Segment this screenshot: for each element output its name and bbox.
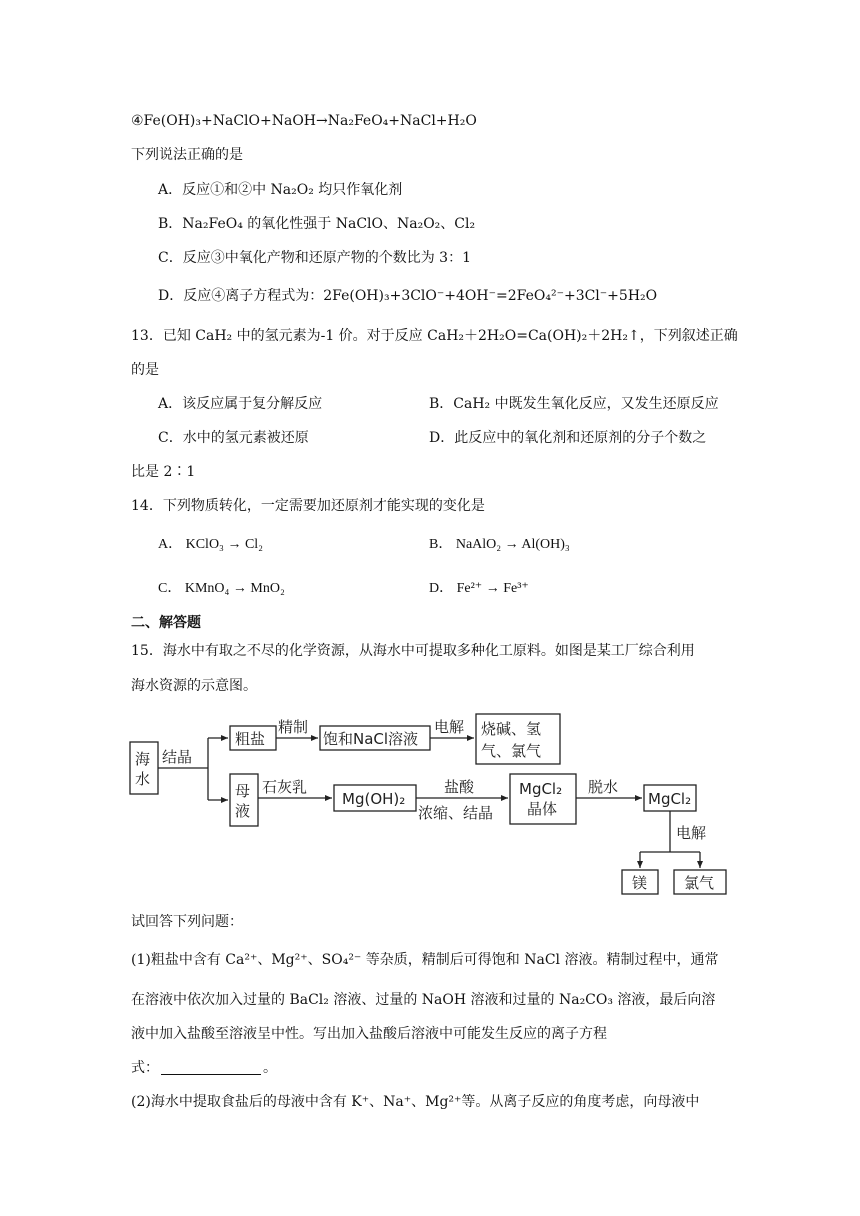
q15-part2-line1: (2)海水中提取食盐后的母液中含有 K⁺、Na⁺、Mg²⁺等。从离子反应的角度考虑，向母液中 xyxy=(131,1094,700,1110)
q12-option-d: D．反应④离子方程式为：2Fe(OH)₃+3ClO⁻+4OH⁻=2FeO₄²⁻+3Cl⁻+5H₂O xyxy=(158,288,658,304)
label-electrolysis-2: 电解 xyxy=(676,824,707,842)
label-mother-liquor-1: 母 xyxy=(235,782,251,800)
label-refine: 精制 xyxy=(278,718,309,736)
q15-part1-line4 xyxy=(131,1058,277,1078)
q12-option-a: A．反应①和②中 Na₂O₂ 均只作氧化剂 xyxy=(158,182,403,198)
label-mgcl2: MgCl₂ xyxy=(648,790,692,808)
label-hcl: 盐酸 xyxy=(444,778,475,796)
label-lime-milk: 石灰乳 xyxy=(262,778,308,796)
label-mgcl2-crystal-1: MgCl₂ xyxy=(519,780,563,798)
q13-option-b: B．CaH₂ 中既发生氧化反应，又发生还原反应 xyxy=(429,396,719,412)
q13-option-c: C．水中的氢元素被还原 xyxy=(158,430,309,446)
q14-stem: 14．下列物质转化，一定需要加还原剂才能实现的变化是 xyxy=(131,498,485,514)
q15-part1-line2: 在溶液中依次加入过量的 BaCl₂ 溶液、过量的 NaOH 溶液和过量的 Na₂CO₃ 溶液，最后向溶 xyxy=(131,992,716,1008)
seawater-process-diagram xyxy=(128,712,732,898)
label-electrolysis-1: 电解 xyxy=(434,718,465,736)
q15-part1-line3: 液中加入盐酸至溶液呈中性。写出加入盐酸后溶液中可能发生反应的离子方程 xyxy=(131,1026,607,1042)
label-crude-salt: 粗盐 xyxy=(235,730,266,748)
q14-option-c: C． KMnO₄ → MnO₂ xyxy=(158,581,285,596)
label-seawater-1: 海 xyxy=(135,750,151,768)
label-chlorine: 氯气 xyxy=(684,874,715,892)
q14-option-d: D． Fe²⁺ → Fe³⁺ xyxy=(429,581,529,596)
label-mgcl2-crystal-2: 晶体 xyxy=(527,800,558,818)
q12-option-c: C．反应③中氧化产物和还原产物的个数比为 3：1 xyxy=(158,250,471,266)
q13-option-a: A．该反应属于复分解反应 xyxy=(158,396,323,412)
q13-stem-cont: 的是 xyxy=(131,362,159,378)
label-magnesium: 镁 xyxy=(632,874,648,892)
q15-stem-cont: 海水资源的示意图。 xyxy=(131,678,257,694)
label-products-1: 烧碱、氢 xyxy=(481,720,542,738)
reaction-4-line: ④Fe(OH)₃+NaClO+NaOH→Na₂FeO₄+NaCl+H₂O xyxy=(131,113,477,129)
label-concentrate: 浓缩、结晶 xyxy=(418,804,494,822)
q13-option-d: D．此反应中的氧化剂和还原剂的分子个数之 xyxy=(429,430,707,446)
label-crystallize: 结晶 xyxy=(162,748,193,766)
q15-stem: 15．海水中有取之不尽的化学资源，从海水中可提取多种化工原料。如图是某工厂综合利用 xyxy=(131,643,695,659)
answer-blank[interactable] xyxy=(161,1060,261,1075)
label-mother-liquor-2: 液 xyxy=(235,802,251,820)
label-products-2: 气、氯气 xyxy=(481,742,542,760)
q14-option-b: B． NaAlO₂ → Al(OH)₃ xyxy=(429,537,570,552)
q12-option-b: B．Na₂FeO₄ 的氧化性强于 NaClO、Na₂O₂、Cl₂ xyxy=(158,216,476,232)
q12-prompt: 下列说法正确的是 xyxy=(131,147,243,163)
label-dehydrate: 脱水 xyxy=(588,778,619,796)
q13-option-d-cont: 比是 2∶1 xyxy=(131,464,196,480)
q15-part1-prefix: 式： xyxy=(131,1060,159,1076)
q15-part1-line1: (1)粗盐中含有 Ca²⁺、Mg²⁺、SO₄²⁻ 等杂质，精制后可得饱和 NaCl 溶液。精制过程中，通常 xyxy=(131,952,719,968)
section-heading: 二、解答题 xyxy=(131,615,201,631)
q15-prompt: 试回答下列问题： xyxy=(131,914,243,930)
q13-stem: 13．已知 CaH₂ 中的氢元素为-1 价。对于反应 CaH₂＋2H₂O=Ca(OH)₂＋2H₂↑，下列叙述正确 xyxy=(131,328,738,344)
q15-part1-suffix: 。 xyxy=(263,1060,277,1076)
label-mgoh2: Mg(OH)₂ xyxy=(342,790,406,808)
q14-option-a: A． KClO₃ → Cl₂ xyxy=(158,537,264,552)
label-saturated-nacl: 饱和NaCl溶液 xyxy=(323,730,419,748)
label-seawater-2: 水 xyxy=(135,770,151,788)
